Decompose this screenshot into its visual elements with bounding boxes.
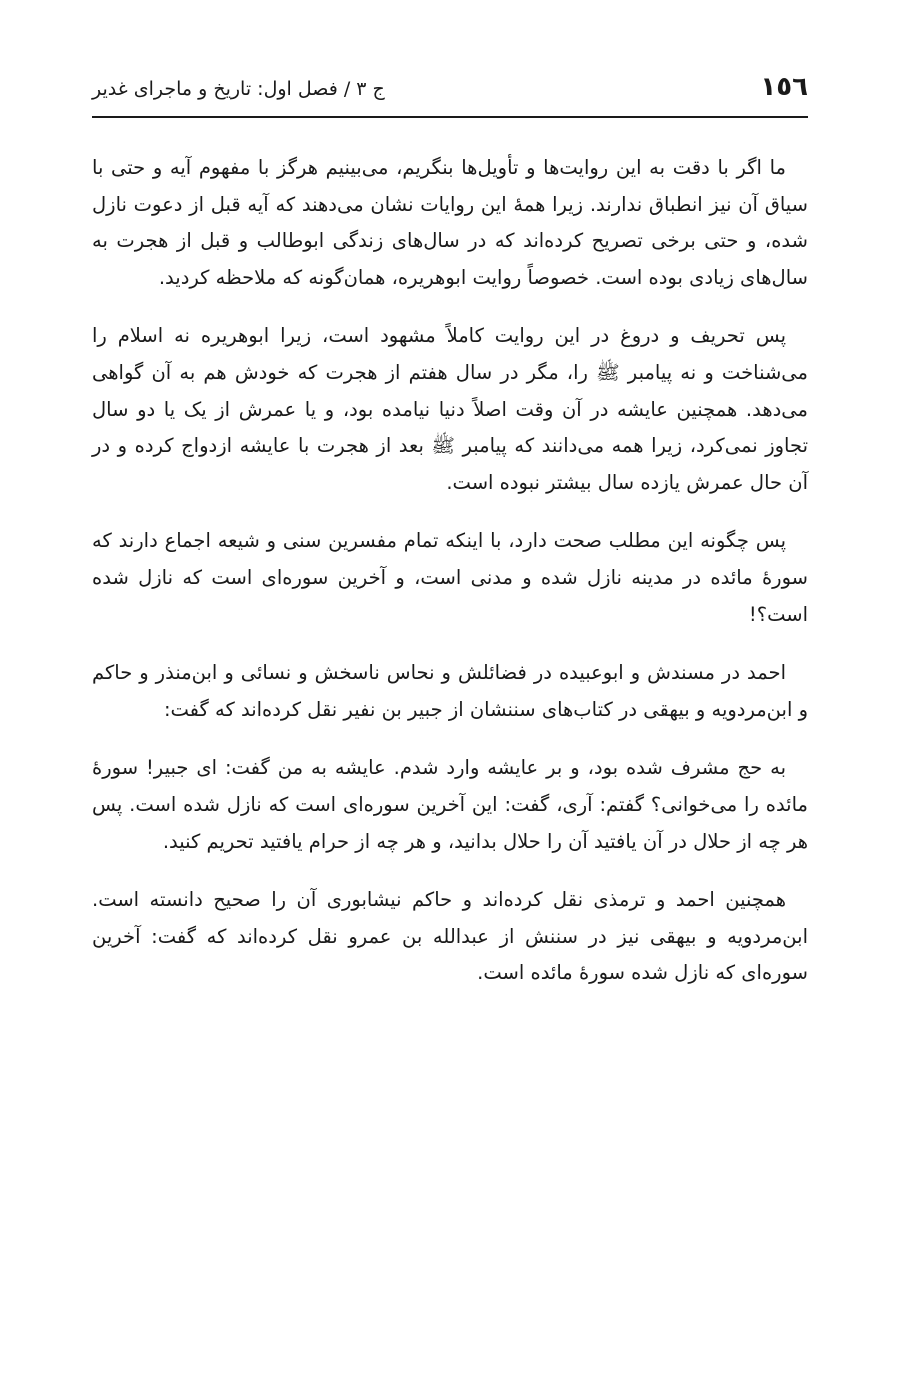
paragraph-2: پس تحريف و دروغ در اين روايت كاملاً مشهود است، زيرا ابوهريره نه اسلام را مى‌شناخت و نه پيامبر ﷺ را، مگر در سال هفتم از هجرت كه خودش هم به آن گواهى مى‌دهد. همچنين عايشه در آن وقت اصلاً دنيا نيامده بود، و يا عمرش از يک يا دو سال تجاوز نمى‌كرد، زيرا همه مى‌دانند كه پيامبر ﷺ بعد از هجرت با عايشه ازدواج كرده و در آن حال عمرش يازده سال بيشتر نبوده است. [92, 324, 808, 494]
running-title: ج ٣ / فصل اول: تاريخ و ماجراى غدير [92, 78, 385, 100]
paragraph-3: پس چگونه اين مطلب صحت دارد، با اينكه تمام مفسرين سنى و شيعه اجماع دارند كه سورهٔ مائده در مدينه نازل شده و مدنى است، و آخرين سوره‌اى است كه نازل شده است؟! [92, 529, 808, 626]
page-number: ١٥٦ [760, 72, 808, 102]
page-header [92, 60, 808, 118]
paragraph-1: ما اگر با دقت به اين روايت‌ها و تأويل‌ها بنگريم، مى‌بينيم هرگز با مفهوم آيه و حتى با سياق آن نيز انطباق ندارند. زيرا همهٔ اين روايات نشان مى‌دهند كه آيه قبل از دعوت نازل شده، و حتى برخى تصريح كرده‌اند كه در سال‌هاى زندگى ابوطالب و قبل از هجرت به سال‌هاى زيادى بوده است. خصوصاً روايت ابوهريره، همان‌گونه كه ملاحظه كرديد. [92, 156, 808, 289]
paragraph-5-quotation: به حج مشرف شده بود، و بر عايشه وارد شدم. عايشه به من گفت: اى جبير! سورهٔ مائده را مى‌خوانى؟ گفتم: آرى، گفت: اين آخرين سوره‌اى است كه نازل شده است. پس هر چه از حلال در آن يافتيد آن را حلال بدانيد، و هر چه از حرام يافتيد تحريم كنيد. [92, 756, 808, 853]
paragraph-4: احمد در مسندش و ابوعبيده در فضائلش و نحاس ناسخش و نسائى و ابن‌منذر و حاكم و ابن‌مردويه و بيهقى در كتاب‌هاى سننشان از جبير بن نفير نقل كرده‌اند كه گفت: [92, 661, 808, 721]
book-page [92, 60, 808, 1360]
paragraph-6: همچنين احمد و ترمذى نقل كرده‌اند و حاكم نيشابورى آن را صحيح دانسته است. ابن‌مردويه و بيهقى نيز در سننش از عبدالله بن عمرو نقل كرده‌اند كه گفت: آخرين سوره‌اى كه نازل شده سورهٔ مائده است. [92, 888, 808, 985]
body-text [92, 150, 808, 992]
